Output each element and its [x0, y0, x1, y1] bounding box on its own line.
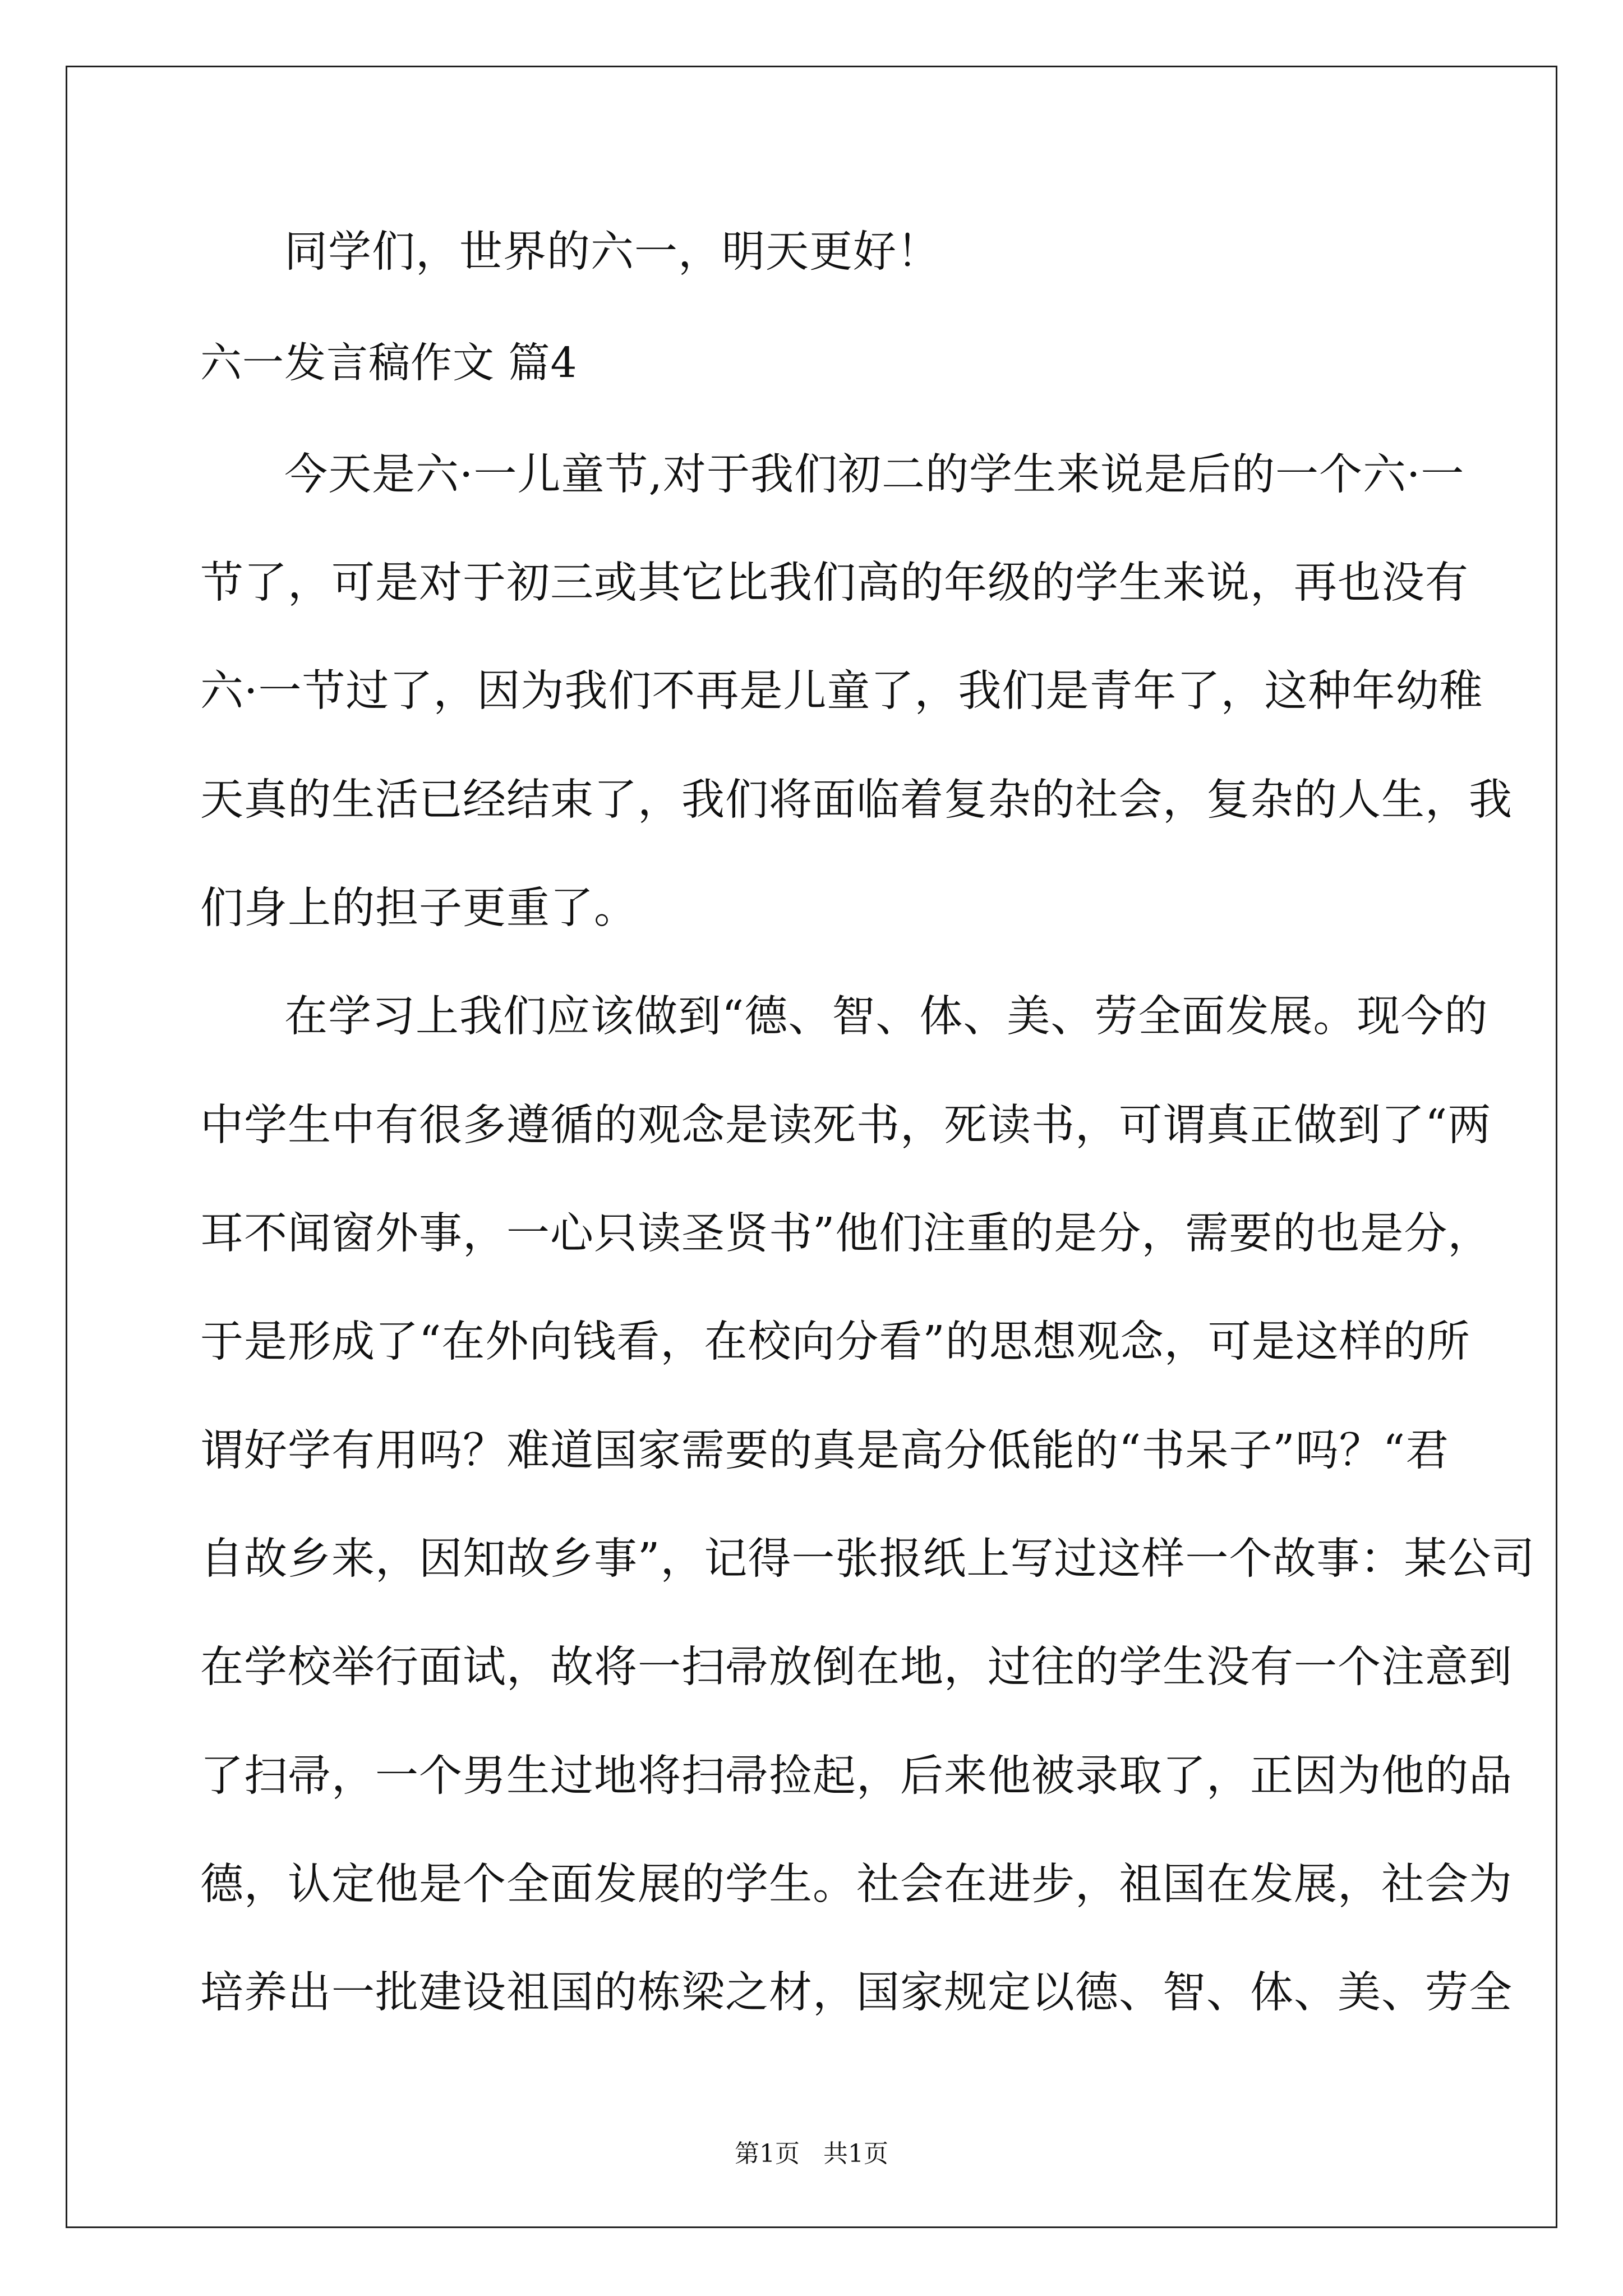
- paragraph-line: 了扫帚，一个男生过地将扫帚捡起，后来他被录取了，正因为他的品: [200, 1751, 1513, 1801]
- paragraph-line: 六·一节过了，因为我们不再是儿童了，我们是青年了，这种年幼稚: [200, 666, 1483, 716]
- paragraph-line: 自故乡来，因知故乡事”，记得一张报纸上写过这样一个故事：某公司: [200, 1534, 1536, 1584]
- page-number-footer: 第1页 共1页: [735, 2139, 888, 2168]
- paragraph-line: 德，认定他是个全面发展的学生。社会在进步，祖国在发展，社会为: [200, 1860, 1513, 1910]
- paragraph-line: 在学习上我们应该做到“德、智、体、美、劳全面发展。现今的: [284, 992, 1488, 1042]
- closing-line: 同学们，世界的六一，明天更好！: [284, 227, 940, 277]
- paragraph-line: 天真的生活已经结束了，我们将面临着复杂的社会，复杂的人生，我: [200, 775, 1513, 825]
- paragraph-line: 于是形成了“在外向钱看，在校向分看”的思想观念，可是这样的所: [200, 1317, 1470, 1367]
- section-heading: 六一发言稿作文 篇4: [200, 339, 578, 387]
- paragraph-line: 培养出一批建设祖国的栋梁之材，国家规定以德、智、体、美、劳全: [200, 1968, 1513, 2018]
- paragraph-line: 中学生中有很多遵循的观念是读死书，死读书，可谓真正做到了“两: [200, 1101, 1492, 1151]
- paragraph-line: 谓好学有用吗？难道国家需要的真是高分低能的“书呆子”吗？“君: [200, 1426, 1450, 1476]
- paragraph-line: 在学校举行面试，故将一扫帚放倒在地，过往的学生没有一个注意到: [200, 1642, 1513, 1692]
- paragraph-line: 今天是六·一儿童节,对于我们初二的学生来说是后的一个六·一: [284, 450, 1465, 500]
- paragraph-line: 节了，可是对于初三或其它比我们高的年级的学生来说，再也没有: [200, 558, 1469, 608]
- paragraph-line: 耳不闻窗外事，一心只读圣贤书”他们注重的是分，需要的也是分，: [200, 1209, 1492, 1259]
- paragraph-line: 们身上的担子更重了。: [200, 884, 638, 933]
